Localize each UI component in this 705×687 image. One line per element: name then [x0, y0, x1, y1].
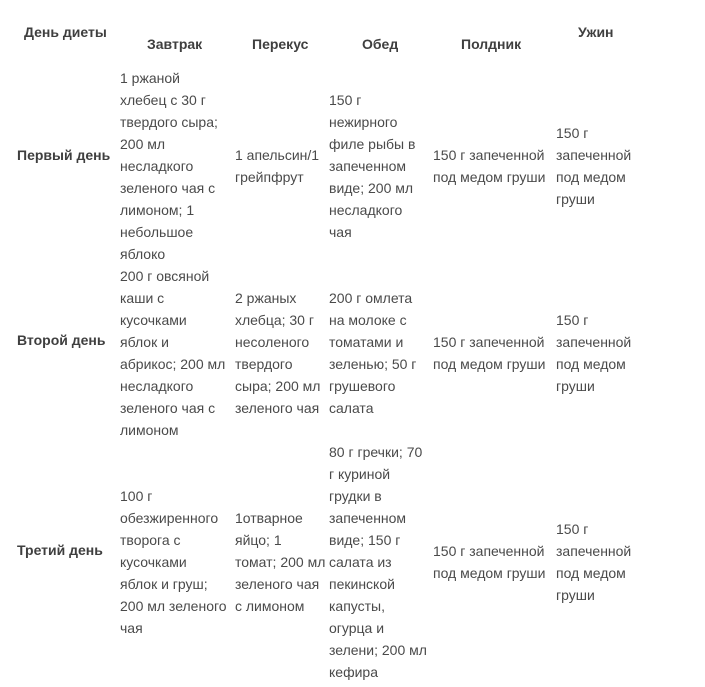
header-lunch: Обед [362, 36, 399, 52]
row-2-afternoon-snack: 150 г запеченной под медом груши [433, 334, 546, 372]
header-day: День диеты [24, 24, 107, 40]
row-1-afternoon-snack: 150 г запеченной под медом груши [433, 147, 546, 185]
row-2-snack: 2 ржаных хлебца; 30 г несоленого твердого сыра; 200 мл зеленого чая [235, 290, 321, 416]
row-3-dinner: 150 г запеченной под медом груши [556, 521, 632, 603]
row-3-snack: 1отварное яйцо; 1 томат; 200 мл зеленого чая с лимоном [235, 510, 326, 614]
header-snack: Перекус [252, 36, 309, 52]
row-2-breakfast: 200 г овсяной каши с кусочками яблок и абрикос; 200 мл несладкого зеленого чая с лимоном [120, 268, 226, 438]
header-afternoon-snack: Полдник [461, 36, 522, 52]
row-day-1: Первый день [17, 147, 111, 163]
row-1-dinner: 150 г запеченной под медом груши [556, 125, 632, 207]
row-2-dinner: 150 г запеченной под медом груши [556, 312, 632, 394]
row-1-lunch: 150 г нежирного филе рыбы в запеченном виде; 200 мл несладкого чая [329, 92, 416, 240]
row-2-lunch: 200 г омлета на молоке с томатами и зеленью; 50 г грушевого салата [329, 290, 417, 416]
row-1-snack: 1 апельсин/1 грейпфрут [235, 147, 320, 185]
row-3-breakfast: 100 г обезжиренного творога с кусочками яблок и груш; 200 мл зеленого чая [120, 488, 227, 636]
row-3-lunch: 80 г гречки; 70 г куриной грудки в запеченном виде; 150 г салата из пекинской капусты, огурца и зелени; 200 мл кефира [329, 444, 427, 680]
row-day-2: Второй день [17, 332, 106, 348]
row-day-3: Третий день [17, 542, 103, 558]
header-breakfast: Завтрак [147, 36, 203, 52]
row-3-afternoon-snack: 150 г запеченной под медом груши [433, 543, 546, 581]
header-dinner: Ужин [578, 24, 614, 40]
row-1-breakfast: 1 ржаной хлебец с 30 г твердого сыра; 200 мл несладкого зеленого чая с лимоном; 1 небольшое яблоко [120, 70, 218, 262]
